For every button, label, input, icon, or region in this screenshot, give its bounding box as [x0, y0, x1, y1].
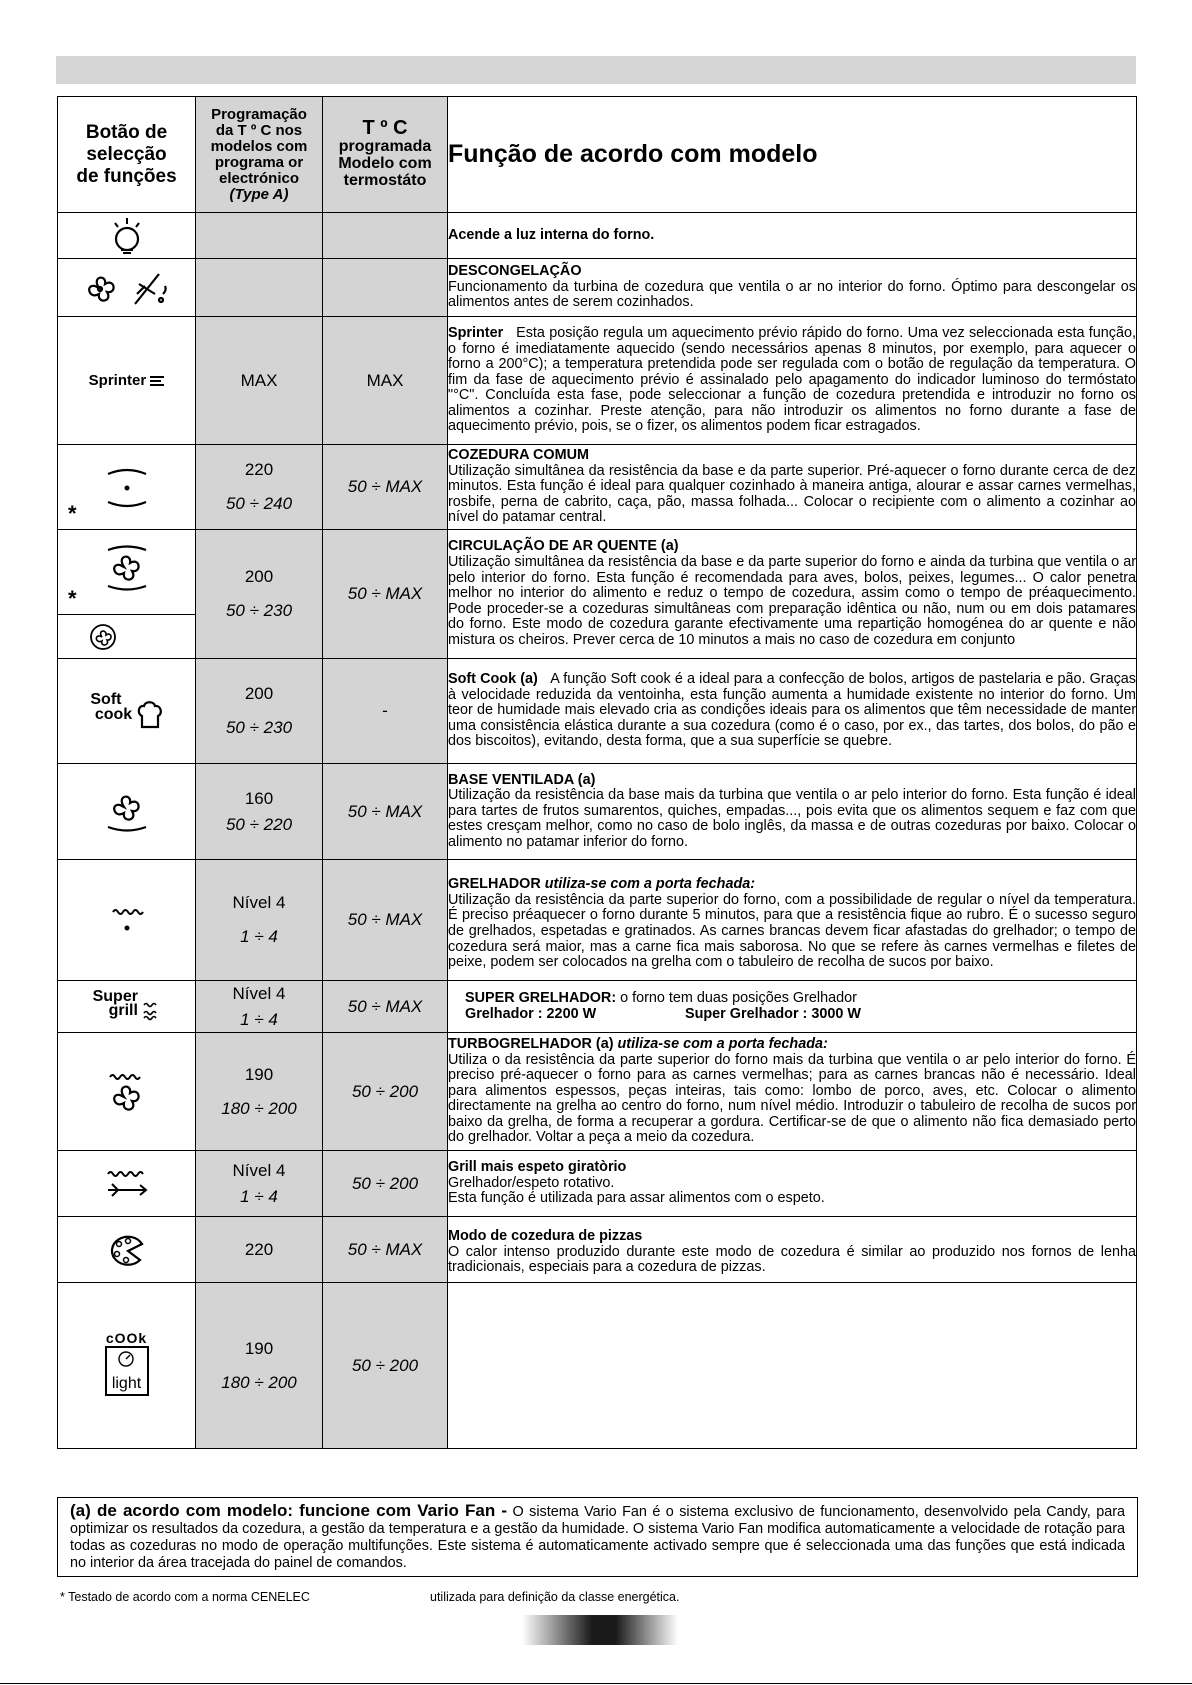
- table-row: [58, 981, 1137, 1033]
- description-cell: [448, 213, 1137, 259]
- prog-cell: [196, 445, 323, 530]
- scale-dial-icon: [116, 1350, 136, 1368]
- prog-cell: [196, 764, 323, 860]
- header-col2-line: programa or: [214, 153, 304, 171]
- table-row: [58, 1033, 1137, 1151]
- super-grill-icon-bottom: grill: [108, 1001, 138, 1019]
- header-col2-line: da T º C nos: [215, 121, 303, 139]
- symbol-divider: [58, 614, 195, 615]
- footnote-right: utilizada para definição da classe energética.: [430, 1590, 680, 1604]
- prog-cell: [196, 1033, 323, 1151]
- super-grill-power: Super Grelhador : 3000 W: [685, 1005, 861, 1022]
- row-description: Grelhador/espeto rotativo.: [448, 1174, 615, 1191]
- cook-light-symbol-cell: [58, 1283, 196, 1449]
- table-header-row: [58, 97, 1137, 213]
- row-title: TURBOGRELHADOR (a): [448, 1035, 614, 1052]
- pizza-symbol-cell: [58, 1217, 196, 1283]
- description-cell: [448, 530, 1137, 659]
- rotisserie-icon: [102, 1164, 152, 1204]
- prog-value: Nível 4: [232, 983, 286, 1003]
- description-cell: [448, 259, 1137, 317]
- conventional-symbol-cell: [58, 445, 196, 530]
- description-cell: [448, 1151, 1137, 1217]
- thermo-cell: 50 ÷ MAX: [323, 445, 448, 530]
- description-cell: [448, 860, 1137, 981]
- super-grill-symbol-cell: [58, 981, 196, 1033]
- prog-value: 190: [244, 1064, 274, 1084]
- table-row: [58, 1151, 1137, 1217]
- header-function-description: Função de acordo com modelo: [448, 97, 1137, 213]
- thermo-cell: [323, 317, 448, 445]
- fan-bottom-heat-icon: [102, 789, 152, 835]
- header-col3-line: Modelo com: [338, 155, 432, 172]
- table-row: [58, 530, 1137, 659]
- grill-power: Grelhador : 2200 W: [465, 1005, 597, 1022]
- table-row: [58, 860, 1137, 981]
- row-title: Sprinter: [448, 324, 504, 341]
- table-row: [58, 445, 1137, 530]
- page-number-block: [522, 1615, 678, 1645]
- description-cell: [448, 1217, 1137, 1283]
- prog-value: 220: [244, 460, 274, 479]
- sprinter-icon: [89, 372, 165, 389]
- light-description: Acende a luz interna do forno.: [448, 226, 655, 243]
- row-description-2: Esta função é utilizada para assar alimentos com o espeto.: [448, 1190, 825, 1207]
- defrost-fan-snowflake-icon: [77, 268, 177, 308]
- thermo-value: MAX: [366, 370, 404, 390]
- note-text: O sistema Vario Fan é o sistema exclusivo de funcionamento, desenvolvido pela Candy, para optimizar os resultados da cozedura, a gestão da temperatura e a gestão da humidade. O sistema Vario Fan modifica automaticamente a velocidade de rotação para todas as cozeduras no modo de operação multifunções. Este sistema é automaticamente activado sempre que é seleccionada uma das funções que está indicada no interior da área tracejada do painel de comandos.: [70, 1504, 1125, 1571]
- description-cell: [448, 981, 1137, 1033]
- sprinter-symbol-cell: [58, 317, 196, 445]
- row-title: Modo de cozedura de pizzas: [448, 1228, 643, 1245]
- grill-symbol-cell: [58, 860, 196, 981]
- prog-cell: [196, 1217, 323, 1283]
- description-cell: [448, 659, 1137, 764]
- description-cell: [448, 1283, 1137, 1449]
- function-table: [57, 96, 1137, 1449]
- defrost-symbol-cell: [58, 259, 196, 317]
- header-col2-line: modelos com: [210, 137, 308, 155]
- prog-cell: [196, 1283, 323, 1449]
- header-col3-line: T º C: [362, 117, 408, 139]
- prog-cell: [196, 981, 323, 1033]
- thermo-cell: [323, 213, 448, 259]
- row-title: SUPER GRELHADOR:: [465, 989, 617, 1006]
- row-title-italic: utiliza-se com a porta fechada:: [544, 876, 756, 893]
- table-row: [58, 317, 1137, 445]
- row-title: DESCONGELAÇÃO: [448, 263, 582, 280]
- soft-cook-icon-bottom: cook: [94, 706, 133, 724]
- vario-fan-note: [57, 1497, 1138, 1577]
- row-description: Funcionamento da turbina de cozedura que ventila o ar no interior do forno. Óptimo para descongelar os alimentos antes de serem cozinhados.: [448, 278, 1136, 311]
- row-title-italic: utiliza-se com a porta fechada:: [617, 1035, 828, 1052]
- description-cell: [448, 445, 1137, 530]
- header-thermostat: [323, 97, 448, 213]
- prog-value: 220: [244, 1239, 274, 1259]
- row-title: Grill mais espeto giratòrio: [448, 1159, 627, 1176]
- chef-hat-icon: [137, 700, 163, 730]
- row-title: CIRCULAÇÃO DE AR QUENTE (a): [448, 538, 679, 555]
- table-row: [58, 764, 1137, 860]
- rotisserie-symbol-cell: [58, 1151, 196, 1217]
- super-grill-icon-top: Super: [92, 987, 138, 1005]
- fan-grill-icon: [102, 1067, 152, 1117]
- header-col3-line: termostáto: [343, 172, 427, 189]
- row-description: Utilização simultânea da resistência da base e da parte superior do forno e ainda da turbina que ventila o ar pelo interior do forno. Esta função é recomendada para aves, bolos, peixes, legumes... O calor penetra melhor no interior do alimento e reduz o tempo de cozedura, assim como o tempo de préaquecimento. Pode proceder-se a cozeduras simultâneas com preparação idêntica ou não, num ou em dois patamares do forno. Este modo de cozedura garante efectivamente uma repartição homogénea do ar quente e não mistura os cheiros. Prever cerca de 10 minutos a mais no caso de cozedura em conjunto: [448, 554, 1136, 648]
- bottom-rule: [0, 1683, 1192, 1684]
- row-description: Utiliza o da resistência da parte superior do forno mais da turbina que ventila o ar pelo interior do forno. É preciso pré-aquecer o forno para as carnes vermelhas; para as carnes brancas não é necessário. Ideal para alimentos espessos, peças inteiras, tais como: lombo de porco, aves, etc. Colocar o alimento directamente na grelha ao centro do forno, num nível médio. Introduzir o tabuleiro de recolha de sucos por baixo da grelha, de forma a recuperar a gordura. Certificar-se de que o alimento não fica demasiado perto do grelhador. Voltar a peça a meio da cozedura.: [448, 1051, 1136, 1146]
- thermo-cell: 50 ÷ MAX: [323, 764, 448, 860]
- thermo-cell: 50 ÷ MAX: [323, 1217, 448, 1283]
- prog-range: 50 ÷ 230: [225, 601, 293, 620]
- description-cell: [448, 1033, 1137, 1151]
- prog-value: Nível 4: [232, 893, 286, 912]
- row-description: Esta posição regula um aquecimento prévio rápido do forno. Uma vez seleccionada esta função, o forno é imediatamente aquecido (sendo necessários apenas 8 minutos, por exemplo, para aquecer o forno a 200°C); a temperatura pretendida pode ser regulada com o botão de regulação da temperatura. O fim da fase de aquecimento prévio é assinalado pelo apagamento do indicador luminoso do termóstato "°C". Concluída esta fase, pode seleccionar a função de cozedura pretendida e introduzir no forno os alimentos a cozinhar. Preste atenção, para não introduzir os alimentos no forno durante a fase de aquecimento prévio, pois, se o fizer, os alimentos podem ficar estragados.: [448, 324, 1136, 435]
- prog-range: 1 ÷ 4: [240, 1009, 278, 1029]
- prog-range: 50 ÷ 220: [225, 814, 293, 834]
- row-description: A função Soft cook é a ideal para a confecção de bolos, artigos de pastelaria e pão. Graças à velocidade reduzida da ventoinha, esta função aumenta a humidade existente no interior do forno. Um teor de humidade mais elevado cria as condições ideais para os alimentos que têm necessidade de manter uma consistência elástica durante a sua cozedura (como é o caso, por ex., das tartes, dos bolos, do pão e dos biscoitos), evitando, desta forma, que a sua superfície se quebre.: [448, 671, 1137, 750]
- thermo-cell: 50 ÷ 200: [323, 1283, 448, 1449]
- header-bar: [56, 56, 1136, 84]
- thermo-cell: 50 ÷ MAX: [323, 530, 448, 659]
- description-cell: [448, 764, 1137, 860]
- soft-cook-symbol-cell: [58, 659, 196, 764]
- prog-range: 1 ÷ 4: [240, 1186, 278, 1206]
- prog-value: 200: [244, 567, 274, 586]
- cook-light-icon-top: cOOk: [105, 1330, 148, 1346]
- prog-cell: [196, 259, 323, 317]
- thermo-value: -: [382, 701, 388, 720]
- light-symbol-cell: [58, 213, 196, 259]
- note-title: (a) de acordo com modelo: funcione com Vario Fan -: [70, 1501, 508, 1520]
- prog-range: 180 ÷ 200: [221, 1098, 297, 1118]
- row-description: Utilização da resistência da parte superior do forno, com a possibilidade de regular o nível da temperatura. É preciso préaquecer o forno durante 5 minutos, para que a resistência fique ao rubro. É o sucesso seguro de grelhados, espetadas e gratinados. As carnes brancas devem ficar afastadas do grelhador; o tempo de cozedura será maior, mas a carne fica mais saborosa. No que se refere às carnes vermelhas e filetes de peixe, podem ser colocados na grelha com o tabuleiro de recolha de sucos por baixo.: [448, 891, 1136, 971]
- thermo-cell: 50 ÷ MAX: [323, 860, 448, 981]
- pizza-icon: [102, 1230, 152, 1270]
- row-title: Soft Cook (a): [448, 671, 538, 688]
- top-bottom-heat-icon: [102, 460, 152, 514]
- row-description: o forno tem duas posições Grelhador: [620, 989, 857, 1006]
- thermo-cell: [323, 259, 448, 317]
- footnote-left: * Testado de acordo com a norma CENELEC: [60, 1590, 310, 1604]
- prog-cell: [196, 213, 323, 259]
- fan-circle-icon: [88, 622, 118, 652]
- sprinter-icon-label: Sprinter: [88, 371, 147, 389]
- soft-cook-icon-top: Soft: [90, 691, 122, 709]
- turbo-grill-symbol-cell: [58, 1033, 196, 1151]
- cook-light-icon-bottom: light: [111, 1375, 142, 1392]
- prog-value: 190: [244, 1338, 274, 1358]
- row-description: Utilização da resistência da base mais da turbina que ventila o ar pelo interior do forno. Esta função é ideal para tartes de frutos sumarentos, quiches, empadas..., pois evita que os alimentos sequem e faz com que estes cresçam melhor, como no caso de bolo inglês, da massa e de outras cozeduras por baixo. Colocar o alimento no patamar inferior do forno.: [448, 787, 1136, 850]
- thermo-cell: 50 ÷ MAX: [323, 981, 448, 1033]
- lamp-icon: [107, 216, 147, 256]
- row-title: BASE VENTILADA (a): [448, 771, 596, 788]
- hot-air-symbol-cell: [58, 530, 196, 659]
- super-grill-wave-icon: [142, 997, 160, 1023]
- prog-range: 180 ÷ 200: [221, 1372, 297, 1392]
- header-col3-line: programada: [338, 138, 432, 155]
- table-row: [58, 659, 1137, 764]
- table-row: [58, 1283, 1137, 1449]
- cenelec-star: *: [68, 586, 77, 611]
- description-cell: [448, 317, 1137, 445]
- prog-cell: [196, 1151, 323, 1217]
- header-function-selector: Botão de selecção de funções: [58, 97, 196, 213]
- fan-base-symbol-cell: [58, 764, 196, 860]
- prog-range: 50 ÷ 230: [225, 718, 293, 737]
- thermo-cell: 50 ÷ 200: [323, 1033, 448, 1151]
- table-row: [58, 1217, 1137, 1283]
- prog-cell: [196, 317, 323, 445]
- row-description: O calor intenso produzido durante este modo de cozedura é similar ao produzido nos fornos de lenha tradicionais, especiais para a cozedura de pizzas.: [448, 1243, 1136, 1276]
- table-row: [58, 213, 1137, 259]
- header-col2-type: (Type A): [229, 185, 289, 203]
- thermo-cell: 50 ÷ 200: [323, 1151, 448, 1217]
- prog-value: 200: [244, 684, 274, 703]
- cenelec-star: *: [68, 501, 77, 526]
- prog-cell: [196, 659, 323, 764]
- prog-cell: [196, 860, 323, 981]
- grill-icon: [107, 900, 147, 940]
- prog-value: 160: [244, 788, 274, 808]
- table-row: [58, 259, 1137, 317]
- prog-value: MAX: [240, 370, 278, 390]
- row-title: COZEDURA COMUM: [448, 447, 589, 464]
- thermo-cell: [323, 659, 448, 764]
- soft-cook-icon: [90, 692, 132, 722]
- row-description: Utilização simultânea da resistência da base e da parte superior. Pré-aquecer o forno durante cerca de dez minutos. Esta função é ideal para qualquer cozinhado à maneira antiga, alourar e assar carnes vermelhas, rosbife, perna de cabrito, caça, pão, massa folhada... Colocar o recipiente com o alimento a cozinhar ao nível do patamar central.: [448, 462, 1136, 526]
- header-col2-line: Programação: [211, 105, 307, 123]
- row-title: GRELHADOR: [448, 876, 541, 893]
- super-grill-icon: [92, 987, 138, 1019]
- fan-top-bottom-heat-icon: [102, 540, 152, 594]
- prog-cell: [196, 530, 323, 659]
- prog-range: 1 ÷ 4: [240, 927, 278, 946]
- header-col2-line: electrónico: [218, 169, 300, 187]
- prog-value: Nível 4: [232, 1160, 286, 1180]
- header-electronic-programming: [196, 97, 323, 213]
- prog-range: 50 ÷ 240: [225, 494, 293, 513]
- cook-light-icon: [105, 1330, 149, 1401]
